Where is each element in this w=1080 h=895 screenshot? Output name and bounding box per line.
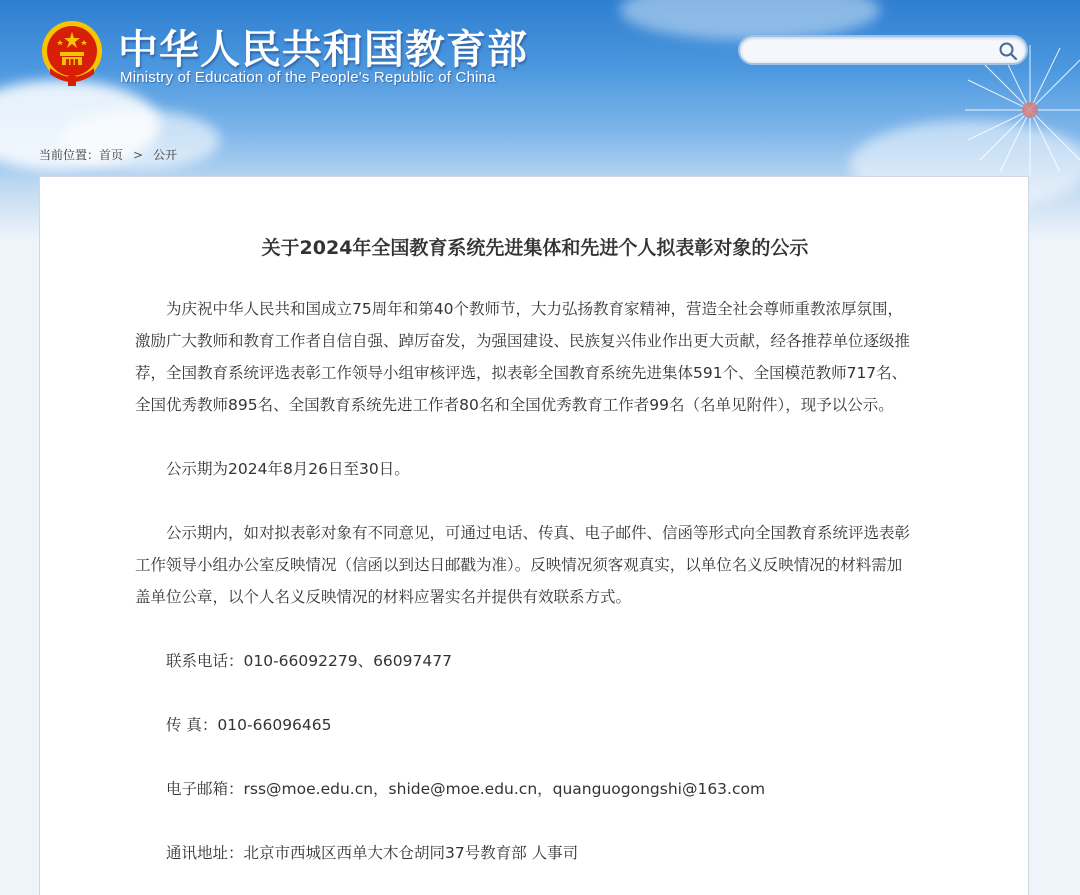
article-text-line: 激励广大教师和教育工作者自信自强、踔厉奋发，为强国建设、民族复兴伟业作出更大贡献，经各推荐单位逐级推 <box>135 332 911 350</box>
article-text-line: 公示期内，如对拟表彰对象有不同意见，可通过电话、传真、电子邮件、信函等形式向全国教育系统评选表彰 <box>166 524 911 542</box>
contact-address: 通讯地址：北京市西城区西单大木仓胡同37号教育部 人事司 <box>166 844 579 862</box>
article-text-line: 全国优秀教师895名、全国教育系统先进工作者80名和全国优秀教育工作者99名（名单见附件），现予以公示。 <box>135 396 894 414</box>
contact-email[interactable]: 电子邮箱：rss@moe.edu.cn，shide@moe.edu.cn，quanguogongshi@163.com <box>166 780 766 798</box>
breadcrumb-current-link[interactable]: 公开 <box>153 148 178 162</box>
chevron-right-icon: > <box>133 147 144 162</box>
breadcrumb <box>39 146 177 163</box>
publicity-period-text: 公示期为2024年8月26日至30日。 <box>166 460 410 478</box>
contact-fax: 传 真：010-66096465 <box>166 716 332 734</box>
article-text-line: 荐，全国教育系统评选表彰工作领导小组审核评选，拟表彰全国教育系统先进集体591个、全国模范教师717名、 <box>135 364 908 382</box>
breadcrumb-home-link[interactable]: 首页 <box>99 148 124 162</box>
national-emblem-icon[interactable] <box>40 18 104 88</box>
article-text-line: 盖单位公章，以个人名义反映情况的材料应署实名并提供有效联系方式。 <box>135 588 632 606</box>
site-title[interactable]: 中华人民共和国教育部 <box>118 27 528 73</box>
breadcrumb-prefix: 当前位置： <box>39 148 100 162</box>
article-text-line: 工作领导小组办公室反映情况（信函以到达日邮戳为准）。反映情况须客观真实，以单位名义反映情况的材料需加 <box>135 556 903 574</box>
search-box <box>738 35 1028 65</box>
site-subtitle: Ministry of Education of the People's Republic of China <box>120 69 496 86</box>
article-title: 关于2024年全国教育系统先进集体和先进个人拟表彰对象的公示 <box>261 237 809 259</box>
site-header <box>0 0 1080 130</box>
search-input[interactable] <box>752 40 992 62</box>
article-text-line: 为庆祝中华人民共和国成立75周年和第40个教师节，大力弘扬教育家精神，营造全社会尊师重教浓厚氛围， <box>166 300 903 318</box>
search-icon[interactable] <box>998 41 1018 61</box>
contact-phone: 联系电话：010-66092279、66097477 <box>166 652 452 670</box>
article-panel <box>39 176 1029 895</box>
